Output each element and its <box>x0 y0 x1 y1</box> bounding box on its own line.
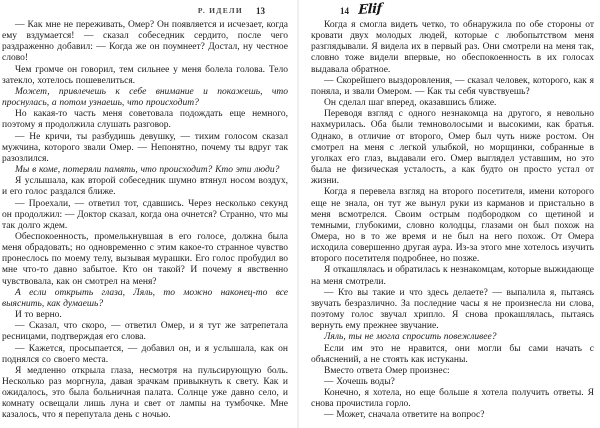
paragraph: — Скорейшего выздоровления, — сказал человек, которого, как я поняла, и звали Омером. — Как ты себя чувствуешь? <box>311 75 594 97</box>
paragraph: Он сделал шаг вперед, оказавшись ближе. <box>324 98 497 109</box>
paragraph: Мы в коме, потеряли память, что происходит? Кто эти люди? <box>15 165 280 176</box>
paragraph: Переводя взгляд с одного незнакомца на другого, я невольно нахмурилась. Оба были темноволосыми и высокими, как братья. Однако, в отличие от второго, Омер был чуть ниже ростом. Он смотрел на меня с легкой улыбкой, но морщинки, собранные в уголках его глаз, выдавали его. Омер выглядел уставшим, но это была не физическая усталость, а как будто он просто устал от жизни. <box>311 109 594 187</box>
paragraph: Когда я перевела взгляд на второго посетителя, имени которого еще не знала, он тут же вынул руки из карманов и пристально в меня всмотрелся. Своим острым подбородком со щетиной и темными, глубокими, словно колодцы, глазами он был похож на Омера, но в то же время и не был на него похож. От Омера исходила совершенно другая аура. Из-за этого мне хотелось изучить второго посетителя подробнее, но позже. <box>311 187 594 265</box>
paragraph: — Проехали, — ответил тот, сдавшись. Через несколько секунд он продолжил: — Доктор сказал, когда она очнется? Странно, что мы так долго ждем. <box>2 198 288 231</box>
running-header-right <box>311 3 594 18</box>
paragraph: Когда я смогла видеть четко, то обнаружила по обе стороны от кровати двух молодых людей, которые с любопытством меня разглядывали. Я видела их в первый раз. Они смотрели на меня так, словно тоже видели впервые, но обеспокоенность в их голосах выдавала обратное. <box>311 20 594 75</box>
running-header-book-title: Elif <box>358 1 382 19</box>
paragraph: — Как мне не переживать, Омер? Он появляется и исчезает, когда ему вздумается! — сказал собеседник сердито, после чего раздраженно добавил: — Когда же он поумнеет? Достал, ну честное слово! <box>2 20 288 64</box>
page-body-right <box>311 20 594 422</box>
running-header-author: Р. ИДЕЛИ <box>197 6 243 15</box>
running-header-left <box>2 3 288 18</box>
paragraph: — Может, сначала ответите на вопрос? <box>324 410 485 421</box>
paragraph: Может, привлечешь к себе внимание и покажешь, что проснулась, а потом узнаешь, что происходит? <box>2 86 288 109</box>
paragraph: И то верно. <box>15 310 62 321</box>
paragraph: Я услышала, как второй собеседник шумно втянул носом воздух, и его голос раздался ближе. <box>2 176 288 198</box>
paragraph: Чем громче он говорил, тем сильнее у меня болела голова. Тело затекло, хотелось пошевелиться. <box>2 64 288 86</box>
paragraph: Если им это не нравится, они могли бы сами начать с объяснений, а не стоять как истуканы. <box>311 343 594 365</box>
paragraph: Я откашлялась и обратилась к незнакомцам, которые выжидающе на меня смотрели. <box>311 265 594 287</box>
page-number-left: 13 <box>256 5 265 16</box>
paragraph: Обеспокоенность, промелькнувшая в его голосе, должна была меня обрадовать; но одновременно с этим какое-то странное чувство пронеслось по моему телу, вызывая мурашки. Его голос пробудил во мне что-то давно забытое. Кто он такой? И почему я явственно чувствовала, как он смотрел на меня? <box>2 231 288 287</box>
page-right <box>299 0 600 428</box>
page-number-right: 14 <box>340 5 349 16</box>
paragraph: — Не кричи, ты разбудишь девушку, — тихим голосом сказал мужчина, которого звали Омер. — Непонятно, почему ты вдруг так разозлился. <box>2 131 288 164</box>
page-body-left <box>2 20 288 422</box>
paragraph: Ляль, ты не могла спросить повежливее? <box>324 332 497 343</box>
paragraph: Но какая-то часть меня советовала подождать еще немного, поэтому я продолжила слушать разговор. <box>2 109 288 131</box>
paragraph: — Хочешь воды? <box>324 377 395 387</box>
paragraph: А если открыть глаза, Ляль, то можно наконец-то все выяснить, как думаешь? <box>2 287 288 309</box>
paragraph: — Сказал, что скоро, — ответил Омер, и я тут же затрепетала ресницами, подтверждая его слова. <box>2 321 288 343</box>
paragraph: Конечно, я хотела, но еще больше я хотела получить ответы. Я снова прочистила горло. <box>311 388 594 410</box>
paragraph: Я медленно открыла глаза, несмотря на пульсирующую боль. Несколько раз моргнула, давая зрачкам привыкнуть к свету. Как и ожидалось, это была больничная палата. Солнце уже давно село, и комнату освещали лишь луна и свет от лампы на тумбочке. Мне казалось, что я перепутала день с ночью. <box>2 365 288 421</box>
paragraph: — Кто вы такие и что здесь делаете? — выпалила я, пытаясь звучать безразлично. За последние часы я не произнесла ни слова, поэтому голос звучал хрипло. Я снова прокашлялась, пытаясь вернуть ему прежнее звучание. <box>311 287 594 332</box>
paragraph: Вместо ответа Омер произнес: <box>324 365 450 376</box>
page-left <box>0 0 297 428</box>
paragraph: — Кажется, просыпается, — добавил он, и я услышала, как он поднялся со своего места. <box>2 343 288 365</box>
